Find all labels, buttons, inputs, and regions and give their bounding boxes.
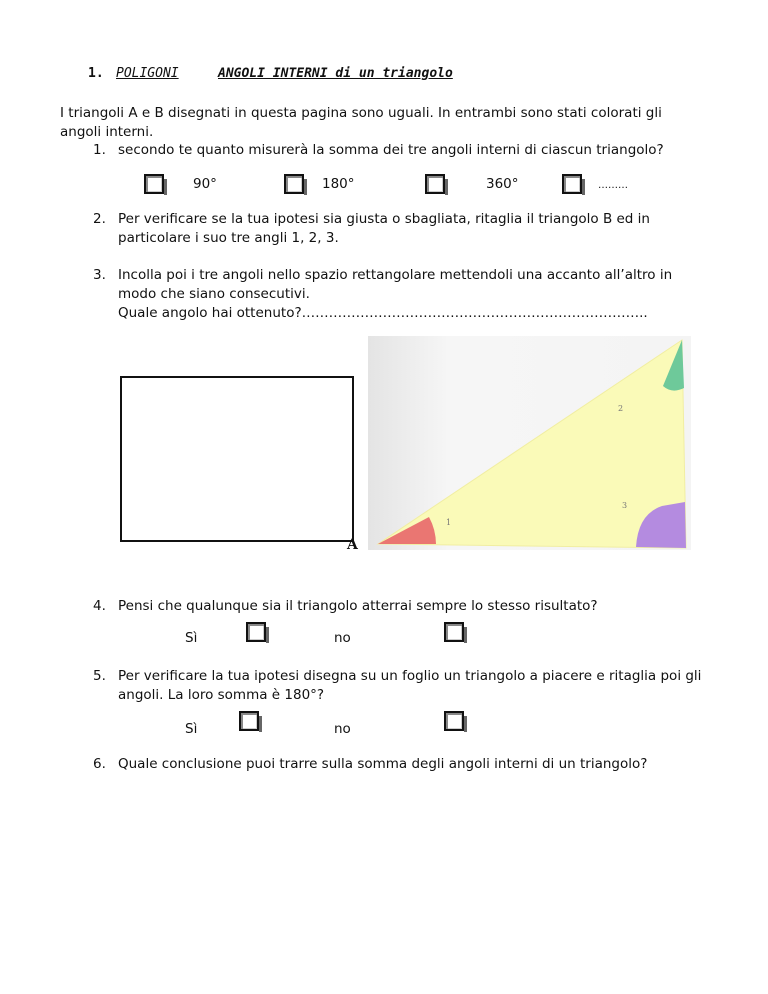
question-text-line-1: Per verificare la tua ipotesi disegna su un foglio un triangolo a piacere e ritaglia poi gli [118,668,702,684]
checkbox-yes[interactable] [239,711,259,731]
no-label: no [334,630,351,646]
heading-number: 1. [88,66,104,81]
checkbox-360[interactable] [425,174,445,194]
option-other-blank: ……… [598,180,628,191]
answer-line: Quale angolo hai ottenuto?………………………………………………………………….. [118,305,648,321]
paste-rectangle [120,376,354,542]
angle-label-1: 1 [446,518,452,527]
triangle-b-image [368,336,691,550]
checkbox-90[interactable] [144,174,164,194]
question-text-line-2: angoli. La loro somma è 180°? [118,687,325,703]
question-number: 3. [93,267,106,283]
angle-label-2: 2 [618,404,624,413]
question-number: 5. [93,668,106,684]
checkbox-yes[interactable] [246,622,266,642]
question-number: 1. [93,142,106,158]
heading-title-polygons: POLIGONI [116,66,179,81]
question-text: secondo te quanto misurerà la somma dei tre angoli interni di ciascun triangolo? [118,142,664,158]
angle-label-3: 3 [622,501,628,510]
question-text: Quale conclusione puoi trarre sulla somma degli angoli interni di un triangolo? [118,756,648,772]
intro-line-2: angoli interni. [60,124,154,140]
question-text-line-2: particolare i suo tre angli 1, 2, 3. [118,230,339,246]
intro-line-1: I triangoli A e B disegnati in questa pagina sono uguali. In entrambi sono stati colorati gli [60,105,662,121]
question-number: 6. [93,756,106,772]
checkbox-180[interactable] [284,174,304,194]
rectangle-label: A [347,537,358,553]
question-number: 4. [93,598,106,614]
no-label: no [334,721,351,737]
question-text-line-2: modo che siano consecutivi. [118,286,310,302]
section-heading [88,66,453,81]
question-text-line-1: Per verificare se la tua ipotesi sia giusta o sbagliata, ritaglia il triangolo B ed in [118,211,650,227]
yes-label: Sì [185,721,198,737]
question-text: Pensi che qualunque sia il triangolo atterrai sempre lo stesso risultato? [118,598,598,614]
question-text-line-1: Incolla poi i tre angoli nello spazio rettangolare mettendoli una accanto all’altro in [118,267,673,283]
yes-label: Sì [185,630,198,646]
option-90-label: 90° [193,176,217,192]
checkbox-other[interactable] [562,174,582,194]
heading-title-angles: ANGOLI INTERNI di un triangolo [218,66,453,81]
option-180-label: 180° [322,176,355,192]
checkbox-no[interactable] [444,622,464,642]
question-number: 2. [93,211,106,227]
option-360-label: 360° [486,176,519,192]
checkbox-no[interactable] [444,711,464,731]
